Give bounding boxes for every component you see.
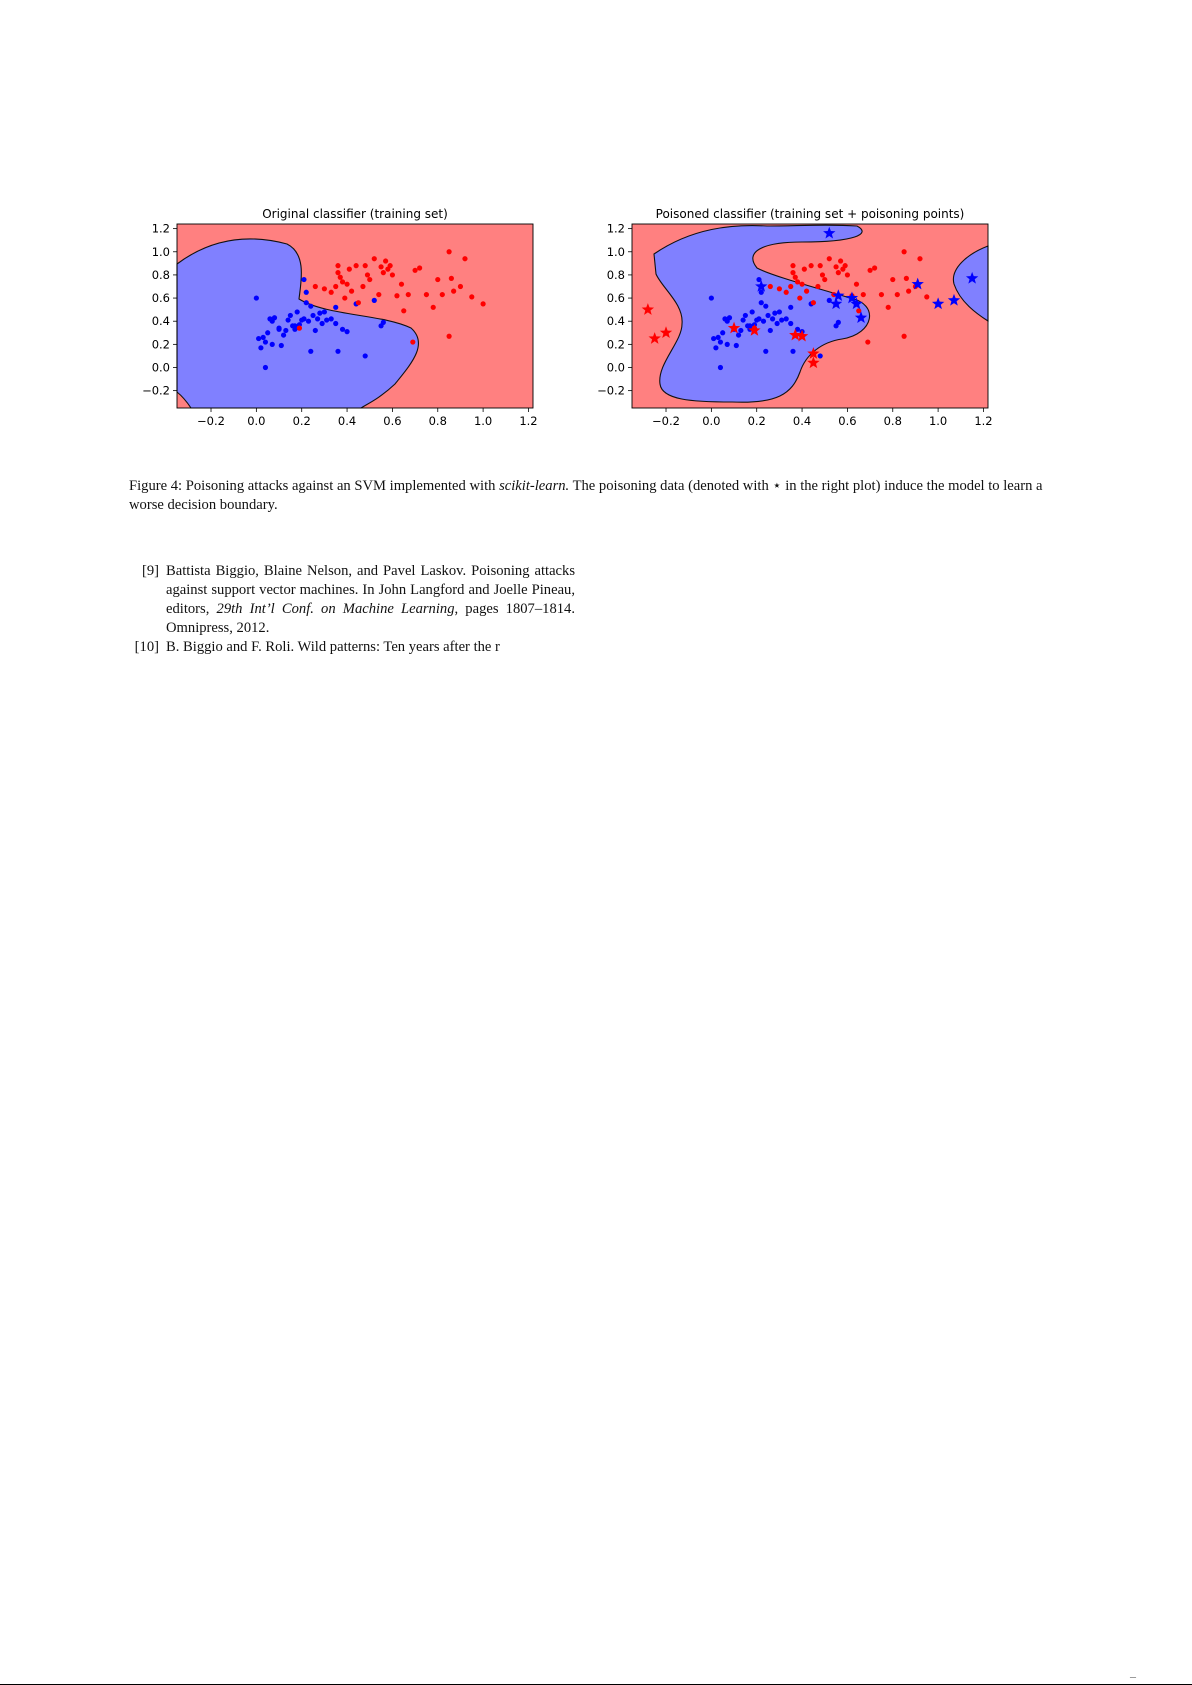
blue-data-point: [747, 323, 752, 328]
blue-data-point: [279, 343, 284, 348]
reference-text: Battista Biggio, Blaine Nelson, and Pavel Laskov. Poisoning attacks against support vector machines. In John Langford and Joelle Pineau, editors,: [166, 563, 575, 617]
red-data-point: [902, 334, 907, 339]
y-tick-label: 0.6: [151, 291, 170, 306]
red-data-point: [838, 258, 843, 263]
red-data-point: [347, 267, 352, 272]
x-tick-label: 1.0: [928, 414, 948, 428]
y-tick-label: 0.0: [151, 360, 170, 375]
x-tick-label: 0.2: [292, 414, 311, 428]
red-data-point: [836, 270, 841, 275]
blue-data-point: [738, 328, 743, 333]
caption-prefix: Figure 4: Poisoning attacks against an SVM implemented with: [129, 478, 500, 494]
red-data-point: [297, 326, 302, 331]
reference-number: [9]: [141, 563, 159, 579]
blue-data-point: [734, 343, 739, 348]
plot-title: Original classifier (training set): [262, 207, 448, 221]
blue-data-point: [741, 317, 746, 322]
red-data-point: [340, 279, 345, 284]
red-data-point: [820, 272, 825, 277]
red-data-point: [815, 284, 820, 289]
blue-data-point: [256, 336, 261, 341]
reference-number: [10]: [134, 639, 159, 655]
red-data-point: [895, 292, 900, 297]
red-data-point: [861, 292, 866, 297]
x-tick-label: 0.4: [792, 414, 812, 428]
blue-data-point: [308, 304, 313, 309]
blue-data-point: [775, 321, 780, 326]
blue-data-point: [335, 349, 340, 354]
blue-data-point: [759, 300, 764, 305]
x-tick-label: 0.2: [747, 414, 766, 428]
red-data-point: [811, 300, 816, 305]
y-tick-label: 0.8: [606, 267, 625, 282]
red-data-point: [356, 300, 361, 305]
red-data-point: [822, 277, 827, 282]
red-data-point: [890, 277, 895, 282]
red-data-point: [788, 284, 793, 289]
blue-data-point: [263, 365, 268, 370]
red-data-point: [333, 284, 338, 289]
red-data-point: [363, 263, 368, 268]
red-data-point: [854, 282, 859, 287]
blue-data-point: [333, 305, 338, 310]
red-data-point: [818, 263, 823, 268]
x-tick-label: 1.0: [473, 414, 493, 428]
red-data-point: [451, 289, 456, 294]
red-data-point: [795, 279, 800, 284]
red-data-point: [924, 294, 929, 299]
reference-9: [129, 562, 575, 638]
y-tick-label: 0.4: [151, 314, 170, 329]
red-data-point: [469, 294, 474, 299]
blue-data-point: [784, 316, 789, 321]
x-tick-label: 0.6: [838, 414, 857, 428]
x-tick-label: 0.0: [702, 414, 721, 428]
blue-data-point: [756, 316, 761, 321]
blue-data-point: [304, 300, 309, 305]
blue-data-point: [263, 339, 268, 344]
blue-data-point: [270, 342, 275, 347]
red-data-point: [424, 292, 429, 297]
references-list: [129, 562, 575, 657]
red-data-point: [322, 286, 327, 291]
caption-middle: The poisoning data (denoted with: [569, 478, 773, 494]
blue-data-point: [743, 313, 748, 318]
red-data-point: [399, 282, 404, 287]
red-data-point: [790, 270, 795, 275]
red-data-point: [360, 284, 365, 289]
red-data-point: [431, 305, 436, 310]
x-tick-label: 0.8: [883, 414, 902, 428]
red-data-point: [917, 256, 922, 261]
red-data-point: [372, 256, 377, 261]
red-data-point: [338, 275, 343, 280]
blue-data-point: [713, 345, 718, 350]
reference-text-end: , pages 1807–1814. Omnipress, 2012.: [166, 601, 575, 636]
red-data-point: [886, 305, 891, 310]
red-data-point: [804, 289, 809, 294]
red-data-point: [833, 264, 838, 269]
red-data-point: [417, 265, 422, 270]
y-tick-label: 0.2: [151, 337, 170, 352]
red-data-point: [349, 289, 354, 294]
x-tick-label: 1.2: [519, 414, 538, 428]
red-data-point: [335, 270, 340, 275]
x-tick-label: 0.0: [247, 414, 266, 428]
x-tick-label: −0.2: [197, 414, 225, 428]
red-data-point: [799, 282, 804, 287]
red-data-point: [354, 263, 359, 268]
blue-data-point: [818, 353, 823, 358]
red-data-point: [784, 290, 789, 295]
blue-data-point: [761, 319, 766, 324]
red-data-point: [447, 249, 452, 254]
red-data-point: [902, 249, 907, 254]
red-data-point: [381, 270, 386, 275]
red-data-point: [845, 272, 850, 277]
red-data-point: [401, 308, 406, 313]
blue-data-point: [310, 313, 315, 318]
y-tick-label: 0.6: [606, 291, 625, 306]
page-corner-mark: –: [1130, 1669, 1136, 1683]
blue-data-point: [344, 329, 349, 334]
blue-data-point: [363, 353, 368, 358]
red-data-point: [329, 290, 334, 295]
plot-title: Poisoned classifier (training set + poisoning points): [655, 207, 965, 221]
red-data-point: [802, 267, 807, 272]
blue-data-point: [718, 365, 723, 370]
y-tick-label: 1.0: [151, 244, 170, 259]
red-data-point: [412, 268, 417, 273]
blue-data-point: [333, 321, 338, 326]
y-tick-label: 1.2: [606, 221, 625, 236]
red-data-point: [406, 292, 411, 297]
red-data-point: [481, 301, 486, 306]
blue-data-point: [709, 295, 714, 300]
reference-10: [129, 638, 575, 657]
blue-data-point: [301, 277, 306, 282]
x-tick-label: 0.8: [428, 414, 447, 428]
blue-data-point: [308, 349, 313, 354]
red-data-point: [365, 272, 370, 277]
red-data-point: [378, 264, 383, 269]
blue-data-point: [790, 349, 795, 354]
blue-data-point: [306, 319, 311, 324]
y-tick-label: 0.8: [151, 267, 170, 282]
red-data-point: [867, 268, 872, 273]
blue-data-point: [720, 330, 725, 335]
blue-data-point: [295, 309, 300, 314]
red-data-point: [313, 284, 318, 289]
blue-data-point: [779, 317, 784, 322]
red-data-point: [797, 295, 802, 300]
star-symbol: ⋆: [772, 478, 782, 494]
blue-data-point: [736, 332, 741, 337]
blue-data-point: [313, 328, 318, 333]
blue-data-point: [836, 320, 841, 325]
blue-data-point: [788, 305, 793, 310]
red-data-point: [458, 284, 463, 289]
blue-data-point: [716, 335, 721, 340]
blue-data-point: [261, 335, 266, 340]
red-data-point: [904, 276, 909, 281]
blue-data-point: [276, 327, 281, 332]
blue-data-point: [254, 295, 259, 300]
x-tick-label: 1.2: [974, 414, 993, 428]
blue-data-point: [324, 317, 329, 322]
red-data-point: [865, 339, 870, 344]
blue-data-point: [340, 327, 345, 332]
red-data-point: [790, 263, 795, 268]
figure-caption: [129, 477, 1069, 515]
red-data-point: [843, 263, 848, 268]
blue-data-point: [283, 328, 288, 333]
red-data-point: [342, 295, 347, 300]
red-data-point: [449, 276, 454, 281]
red-data-point: [440, 292, 445, 297]
red-data-point: [435, 277, 440, 282]
blue-data-point: [322, 309, 327, 314]
red-data-point: [344, 282, 349, 287]
x-tick-label: 0.4: [337, 414, 357, 428]
blue-data-point: [288, 313, 293, 318]
blue-data-point: [772, 311, 777, 316]
blue-data-point: [763, 349, 768, 354]
original-classifier-plot: [140, 207, 600, 465]
caption-suffix: in the right plot) induce the model to learn a worse decision boundary.: [129, 478, 1043, 513]
blue-data-point: [768, 328, 773, 333]
red-data-point: [462, 256, 467, 261]
blue-data-point: [759, 290, 764, 295]
blue-data-point: [725, 342, 730, 347]
blue-data-point: [718, 339, 723, 344]
blue-data-point: [381, 320, 386, 325]
blue-data-point: [320, 321, 325, 326]
red-data-point: [390, 272, 395, 277]
red-data-point: [879, 292, 884, 297]
blue-data-point: [281, 332, 286, 337]
red-data-point: [335, 263, 340, 268]
blue-data-point: [292, 323, 297, 328]
red-data-point: [768, 284, 773, 289]
blue-data-point: [750, 309, 755, 314]
x-tick-label: −0.2: [652, 414, 680, 428]
red-data-point: [447, 334, 452, 339]
figure-4: [0, 0, 1192, 470]
blue-data-point: [265, 330, 270, 335]
red-data-point: [367, 277, 372, 282]
reference-text: B. Biggio and F. Roli. Wild patterns: Ten years after the r: [166, 639, 500, 655]
y-tick-label: 0.0: [606, 360, 625, 375]
red-data-point: [793, 275, 798, 280]
blue-data-point: [765, 313, 770, 318]
red-data-point: [383, 258, 388, 263]
blue-data-point: [329, 316, 334, 321]
blue-data-point: [270, 319, 275, 324]
blue-data-point: [315, 316, 320, 321]
blue-data-point: [304, 290, 309, 295]
y-tick-label: 0.2: [606, 337, 625, 352]
blue-data-point: [317, 311, 322, 316]
blue-data-point: [258, 345, 263, 350]
blue-data-point: [372, 298, 377, 303]
blue-data-point: [788, 321, 793, 326]
red-data-point: [827, 256, 832, 261]
poisoned-classifier-plot: [595, 207, 1055, 465]
red-data-point: [777, 286, 782, 291]
y-tick-label: −0.2: [597, 383, 625, 398]
red-data-point: [872, 265, 877, 270]
y-tick-label: 1.0: [606, 244, 625, 259]
blue-data-point: [777, 309, 782, 314]
red-data-point: [906, 289, 911, 294]
red-data-point: [388, 263, 393, 268]
reference-venue: 29th Int’l Conf. on Machine Learning: [216, 601, 455, 617]
blue-data-point: [763, 304, 768, 309]
blue-data-point: [286, 317, 291, 322]
blue-data-point: [301, 316, 306, 321]
blue-data-point: [770, 316, 775, 321]
y-tick-label: 1.2: [151, 221, 170, 236]
red-data-point: [376, 292, 381, 297]
red-data-point: [394, 293, 399, 298]
y-tick-label: −0.2: [142, 383, 170, 398]
caption-tool: scikit-learn.: [499, 478, 570, 494]
red-data-point: [410, 339, 415, 344]
y-tick-label: 0.4: [606, 314, 625, 329]
x-tick-label: 0.6: [383, 414, 402, 428]
blue-data-point: [725, 319, 730, 324]
blue-data-point: [711, 336, 716, 341]
red-data-point: [809, 263, 814, 268]
